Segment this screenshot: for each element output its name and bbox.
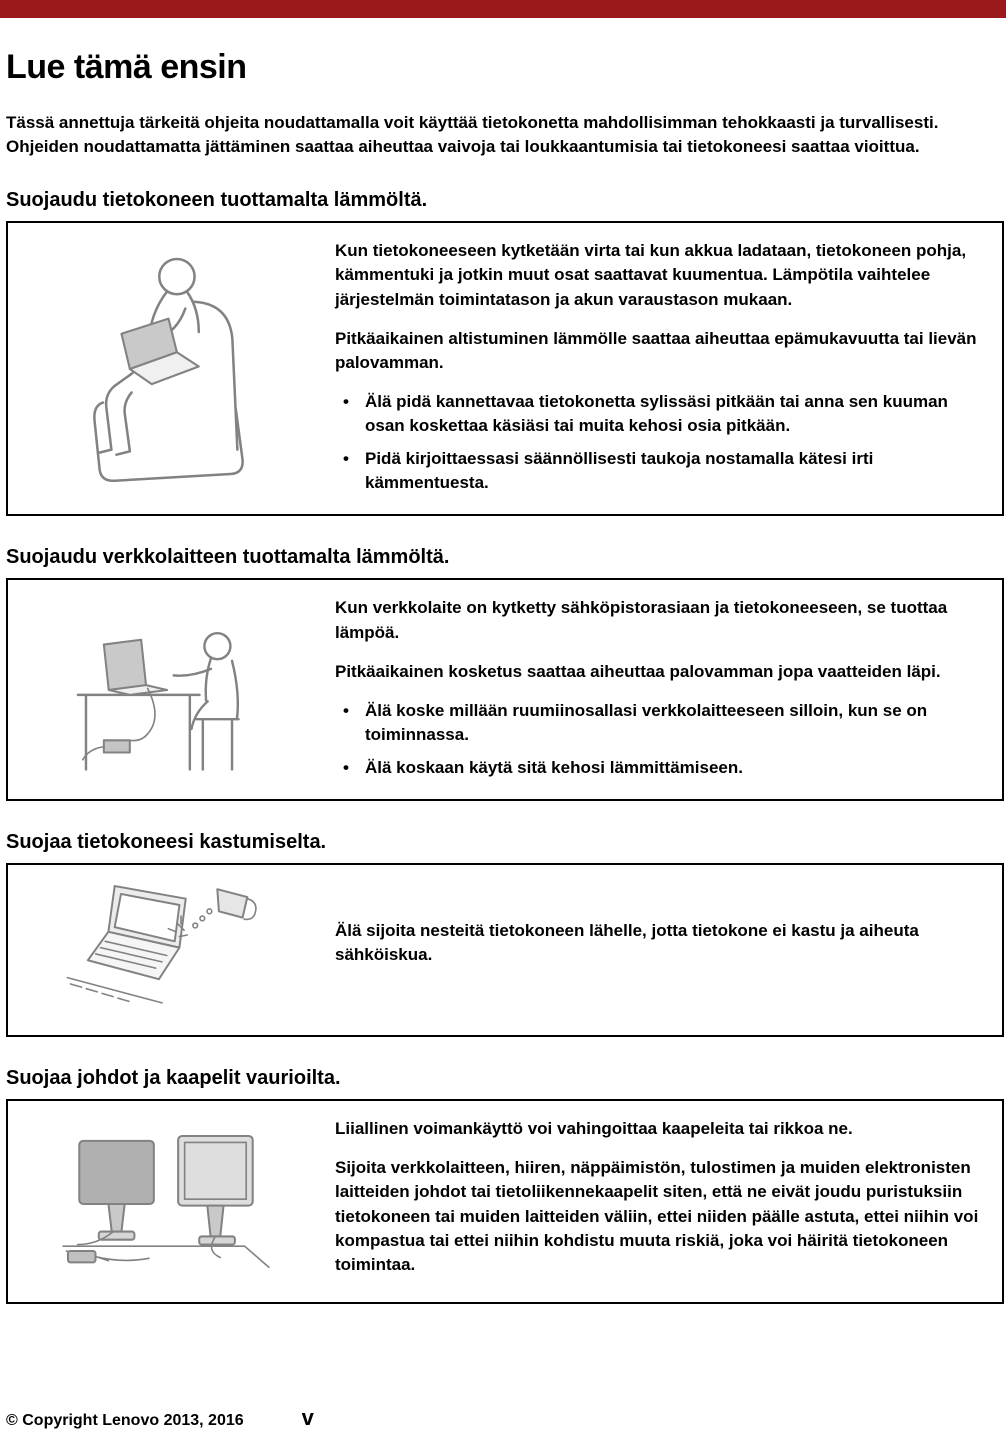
monitors-cables-drawing xyxy=(56,1123,276,1281)
body-paragraph: Älä sijoita nesteitä tietokoneen lähelle, jotta tietokone ei kastu ja aiheuta sähköiskua. xyxy=(335,920,919,964)
safety-bullet: • Älä pidä kannettavaa tietokonetta sylissäsi pitkään tai anna sen kuuman osan koskettaa käsiäsi tai muita kehosi osia pitkään. xyxy=(335,390,986,438)
liquid-spill-illustration xyxy=(8,865,323,1035)
liquid-spill-drawing xyxy=(56,875,276,1025)
body-paragraph: Sijoita verkkolaitteen, hiiren, näppäimistön, tulostimen ja muiden elektronisten laitteiden johdot tai tietoliikennekaapelit siten, että ne eivät joudu puristuksiin tietokoneen tai muiden laitteiden väliin, ettei niiden päälle astuta, ettei niihin voi kompastua tai ettei niihin kohdistu muuta riskiä, joka voi häiritä tietokoneen toimintaa. xyxy=(335,1158,979,1274)
safety-box-liquids xyxy=(6,863,1004,1037)
page-title: Lue tämä ensin xyxy=(6,48,247,86)
section-heading-liquids: Suojaa tietokoneesi kastumiselta. xyxy=(6,831,327,854)
top-red-bar xyxy=(0,0,1006,18)
person-with-laptop-on-lap-illustration xyxy=(8,223,323,514)
safety-bullet-list xyxy=(335,699,986,780)
safety-box-adapter-heat xyxy=(6,578,1004,801)
section-heading-adapter-heat: Suojaudu verkkolaitteen tuottamalta lämmöltä. xyxy=(6,546,450,569)
section-heading-cables: Suojaa johdot ja kaapelit vaurioilta. xyxy=(6,1067,341,1090)
person-desk-adapter-drawing xyxy=(68,604,263,776)
monitors-cables-illustration xyxy=(8,1101,323,1302)
safety-box-cables xyxy=(6,1099,1004,1304)
body-paragraph: Pitkäaikainen kosketus saattaa aiheuttaa palovamman jopa vaatteiden läpi. xyxy=(335,661,941,681)
copyright-text: © Copyright Lenovo 2013, 2016 xyxy=(6,1412,244,1429)
person-laptop-lap-drawing xyxy=(76,243,256,495)
page-number: v xyxy=(301,1405,314,1430)
intro-paragraph: Tässä annettuja tärkeitä ohjeita noudattamalla voit käyttää tietokonetta mahdollisimman tehokkaasti ja turvallisesti. Ohjeiden noudattamatta jättäminen saattaa aiheuttaa vaivoja tai loukkaantumisia tai tietokoneesi saattaa vioittua. xyxy=(6,113,939,157)
safety-bullet: • Älä koskaan käytä sitä kehosi lämmittämiseen. xyxy=(335,756,986,780)
safety-box-computer-heat xyxy=(6,221,1004,516)
page-footer xyxy=(6,1405,314,1431)
body-paragraph: Pitkäaikainen altistuminen lämmölle saattaa aiheuttaa epämukavuutta tai lievän palovamman. xyxy=(335,328,977,372)
person-at-desk-illustration xyxy=(8,580,323,799)
body-paragraph: Kun tietokoneeseen kytketään virta tai kun akkua ladataan, tietokoneen pohja, kämmentuki ja jotkin muut osat saattavat kuumentua. Lämpötila vaihtelee järjestelmän toimintatason ja akun varaustason mukaan. xyxy=(335,241,967,309)
section-heading-computer-heat: Suojaudu tietokoneen tuottamalta lämmöltä. xyxy=(6,189,428,212)
body-paragraph: Kun verkkolaite on kytketty sähköpistorasiaan ja tietokoneeseen, se tuottaa lämpöä. xyxy=(335,598,948,642)
body-paragraph: Liiallinen voimankäyttö voi vahingoittaa kaapeleita tai rikkoa ne. xyxy=(335,1119,853,1139)
safety-bullet: • Pidä kirjoittaessasi säännöllisesti taukoja nostamalla kätesi irti kämmentuesta. xyxy=(335,447,986,495)
safety-bullet: • Älä koske millään ruumiinosallasi verkkolaitteeseen silloin, kun se on toiminnassa. xyxy=(335,699,986,747)
safety-bullet-list xyxy=(335,390,986,496)
